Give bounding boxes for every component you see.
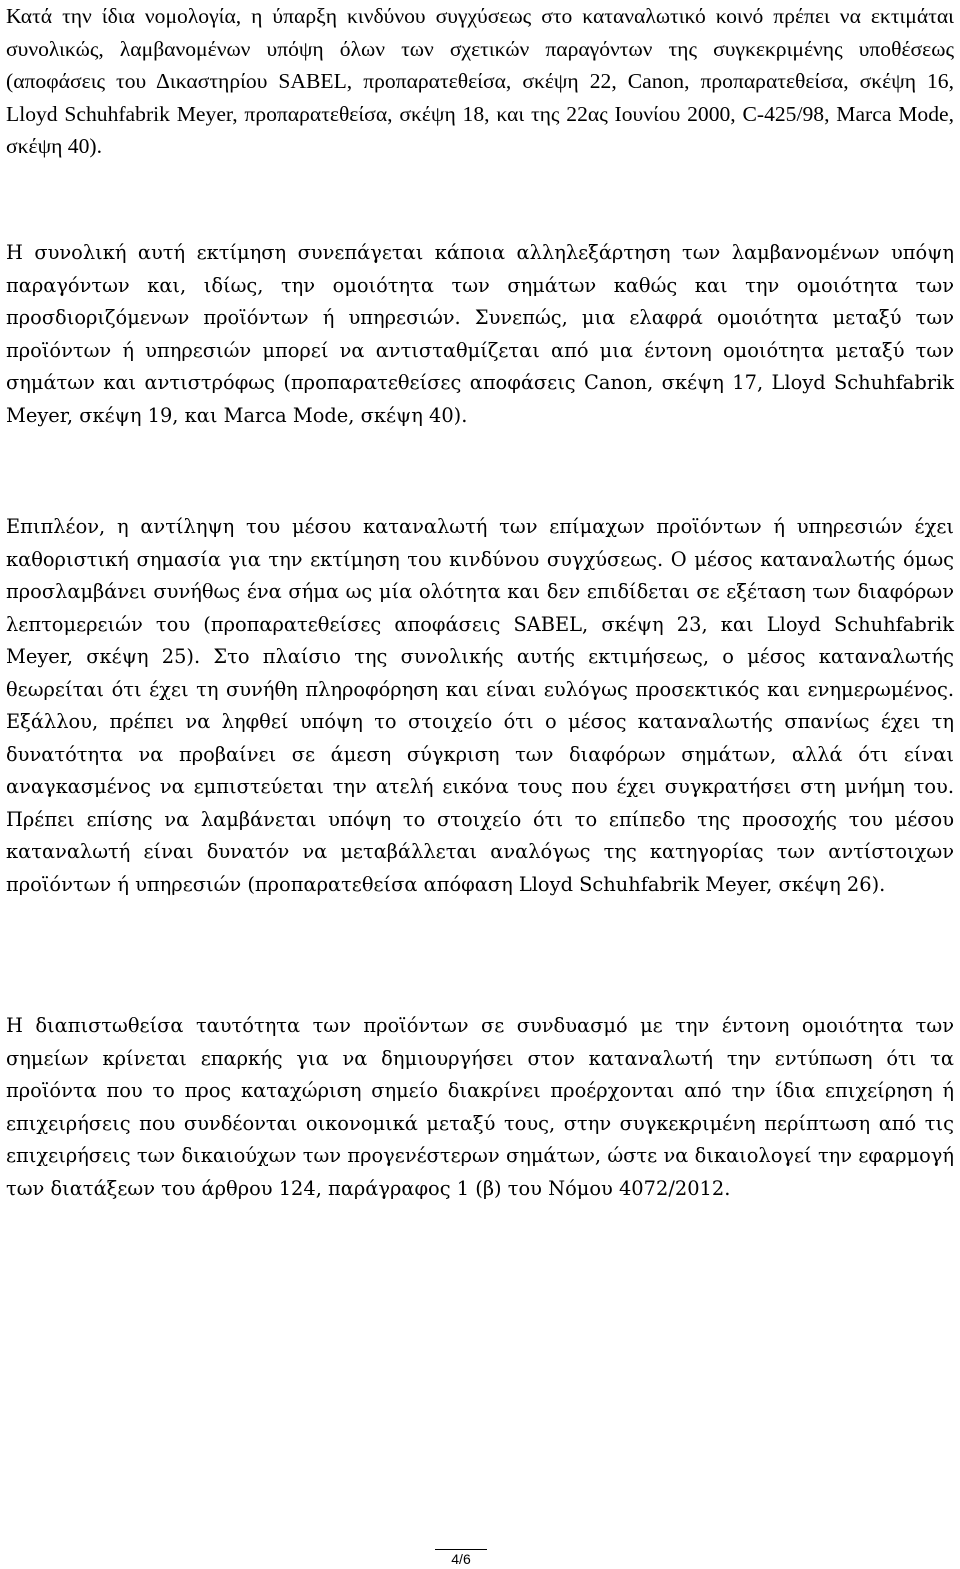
page-number: 4/6 <box>451 1551 471 1567</box>
paragraph-1: Κατά την ίδια νομολογία, η ύπαρξη κινδύνου συγχύσεως στο καταναλωτικό κοινό πρέπει να εκτιμάται συνολικώς, λαμβανομένων υπόψη όλων των σχετικών παραγόντων της συγκεκριμένης υποθέσεως (αποφάσεις του Δικαστηρίου SABEL, προπαρατεθείσα, σκέψη 22, Canon, προπαρατεθείσα, σκέψη 16, Lloyd Schuhfabrik Meyer, προπαρατεθείσα, σκέψη 18, και της 22ας Ιουνίου 2000, C-425/98, Marca Mode, σκέψη 40). <box>6 4 954 158</box>
paragraph-3: Επιπλέον, η αντίληψη του μέσου καταναλωτή των επίμαχων προϊόντων ή υπηρεσιών έχει καθοριστική σημασία για την εκτίμηση του κινδύνου συγχύσεως. Ο μέσος καταναλωτής όμως προσλαμβάνει συνήθως ένα σήμα ως μία ολότητα και δεν επιδίδεται σε εξέταση των διαφόρων λεπτομερειών του (προπαρατεθείσες αποφάσεις SABEL, σκέψη 23, και Lloyd Schuhfabrik Meyer, σκέψη 25). Στο πλαίσιο της συνολικής αυτής εκτιμήσεως, ο μέσος καταναλωτής θεωρείται ότι έχει τη συνήθη πληροφόρηση και είναι ευλόγως προσεκτικός και ενημερωμένος. Εξάλλου, πρέπει να ληφθεί υπόψη το στοιχείο ότι ο μέσος καταναλωτής σπανίως έχει τη δυνατότητα να προβαίνει σε άμεση σύγκριση των διαφόρων σημάτων, αλλά ότι είναι αναγκασμένος να εμπιστεύεται την ατελή εικόνα τους που έχει συγκρατήσει στη μνήμη του. Πρέπει επίσης να λαμβάνεται υπόψη το στοιχείο ότι το επίπεδο της προσοχής του μέσου καταναλωτή είναι δυνατόν να μεταβάλλεται αναλόγως της κατηγορίας των αντίστοιχων προϊόντων ή υπηρεσιών (προπαρατεθείσα απόφαση Lloyd Schuhfabrik Meyer, σκέψη 26). <box>6 515 954 896</box>
paragraph-2: Η συνολική αυτή εκτίμηση συνεπάγεται κάποια αλληλεξάρτηση των λαμβανομένων υπόψη παραγόντων και, ιδίως, την ομοιότητα των σημάτων καθώς και την ομοιότητα των προσδιοριζόμενων προϊόντων ή υπηρεσιών. Συνεπώς, μια ελαφρά ομοιότητα μεταξύ των προϊόντων ή υπηρεσιών μπορεί να αντισταθμίζεται από μια έντονη ομοιότητα μεταξύ των σημάτων και αντιστρόφως (προπαρατεθείσες αποφάσεις Canon, σκέψη 17, Lloyd Schuhfabrik Meyer, σκέψη 19, και Marca Mode, σκέψη 40). <box>6 241 954 427</box>
paragraph-4: Η διαπιστωθείσα ταυτότητα των προϊόντων σε συνδυασμό με την έντονη ομοιότητα των σημείων κρίνεται επαρκής για να δημιουργήσει στον καταναλωτή την εντύπωση ότι τα προϊόντα που το προς καταχώριση σημείο διακρίνει προέρχονται από την ίδια επιχείρηση ή επιχειρήσεις που συνδέονται οικονομικά μεταξύ τους, στην συγκεκριμένη περίπτωση από τις επιχειρήσεις των δικαιούχων των προγενέστερων σημάτων, ώστε να δικαιολογεί την εφαρμογή των διατάξεων του άρθρου 124, παράγραφος 1 (β) του Νόμου 4072/2012. <box>6 1014 954 1200</box>
